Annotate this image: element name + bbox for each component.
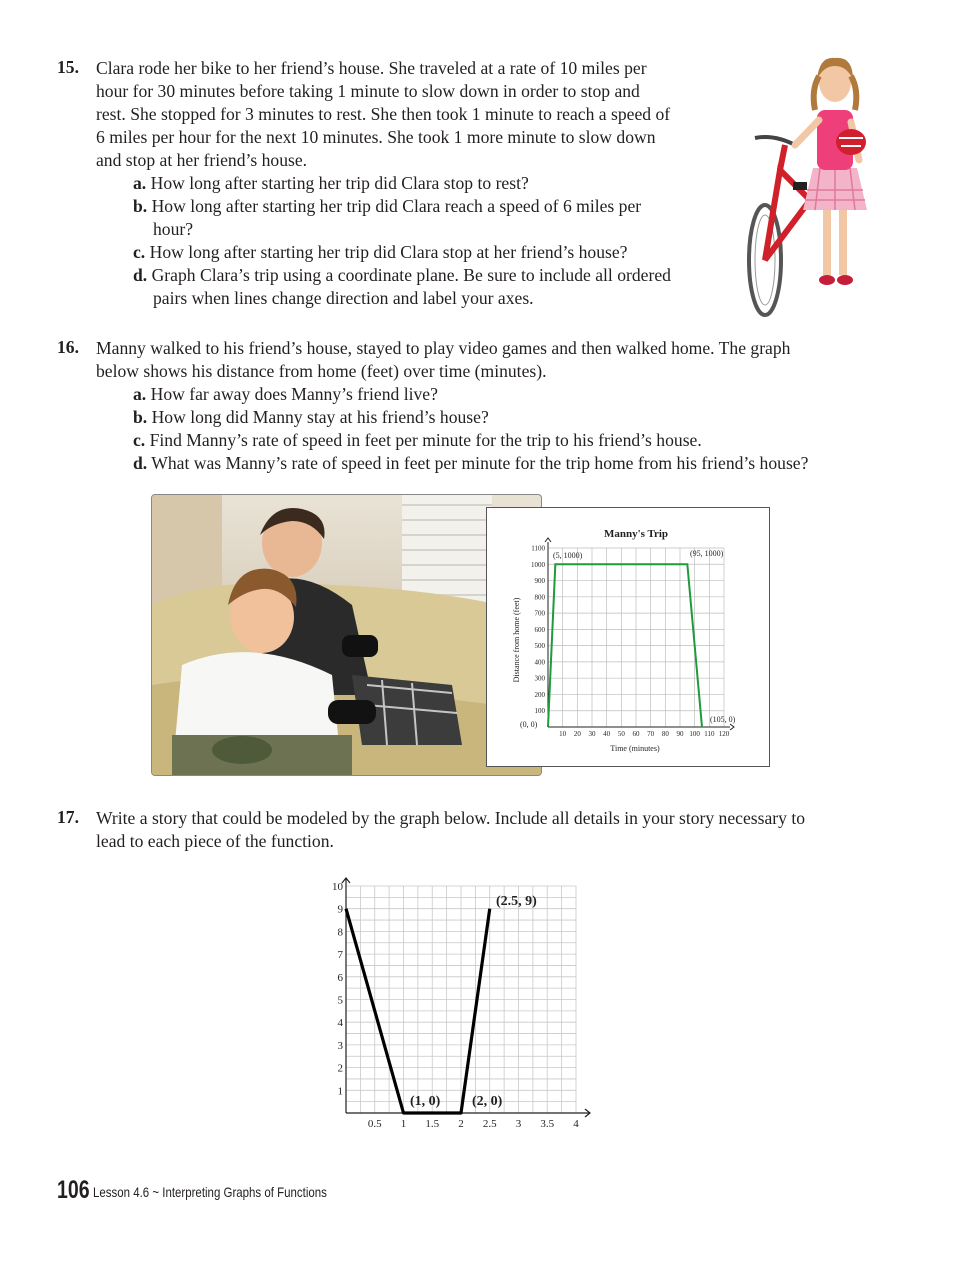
y-tick-label: 800 <box>534 593 545 602</box>
point-label-95-1000: (95, 1000) <box>690 549 724 558</box>
part-text: How far away does Manny’s friend live? <box>150 384 438 404</box>
chart-ylabel: Distance from home (feet) <box>512 597 521 683</box>
question-15-parts <box>133 172 671 310</box>
y-tick-label: 6 <box>337 971 343 984</box>
text-line: lead to each piece of the function. <box>96 831 334 851</box>
y-tick-label: 4 <box>337 1017 343 1030</box>
part-letter: d. <box>133 453 148 473</box>
y-tick-label: 300 <box>534 674 545 683</box>
y-tick-label: 5 <box>337 994 343 1007</box>
point-label-origin: (0, 0) <box>520 720 538 729</box>
question-number-15: 15. <box>57 57 79 77</box>
y-tick-label: 10 <box>332 881 343 893</box>
y-tick-label: 200 <box>534 690 545 699</box>
y-tick-label: 2 <box>337 1062 343 1075</box>
y-tick-label: 1 <box>337 1085 343 1098</box>
y-tick-label: 1000 <box>531 560 545 569</box>
question-15-text <box>96 57 670 172</box>
y-tick-label: 9 <box>337 903 343 916</box>
y-tick-label: 900 <box>534 577 545 586</box>
x-tick-label: 20 <box>573 730 581 738</box>
part-b <box>133 195 671 218</box>
part-a <box>133 172 671 195</box>
y-tick-label: 500 <box>534 642 545 651</box>
text-line: Manny walked to his friend’s house, stayed to play video games and then walked home. The graph <box>96 338 791 358</box>
part-a <box>133 383 808 406</box>
x-tick-label: 110 <box>704 730 715 738</box>
text-line: hour for 30 minutes before taking 1 minute to slow down in order to stop and <box>96 81 640 101</box>
page-number: 106 <box>57 1176 90 1204</box>
text-line: Write a story that could be modeled by the graph below. Include all details in your story necessary to <box>96 808 806 828</box>
y-tick-label: 8 <box>337 926 343 939</box>
part-b-cont: hour? <box>153 219 194 239</box>
part-text: Graph Clara’s trip using a coordinate plane. Be sure to include all ordered <box>151 265 671 285</box>
part-text: How long after starting her trip did Clara stop to rest? <box>150 173 529 193</box>
x-tick-label: 70 <box>647 730 655 738</box>
y-tick-label: 100 <box>534 707 545 716</box>
boys-gaming-photo <box>151 494 542 776</box>
chart-title: Manny's Trip <box>603 528 669 540</box>
x-tick-label: 4 <box>573 1118 579 1130</box>
manny-chart-frame <box>486 507 770 767</box>
part-letter: a. <box>133 384 147 404</box>
y-axis-arrow <box>545 538 551 542</box>
x-tick-label: 90 <box>676 730 684 738</box>
question-number-17: 17. <box>57 807 79 827</box>
x-tick-label: 100 <box>689 730 700 738</box>
text-line: and stop at her friend’s house. <box>96 150 308 170</box>
x-axis-arrow <box>730 724 734 730</box>
x-tick-label: 3.5 <box>540 1118 555 1130</box>
point-label-5-1000: (5, 1000) <box>553 551 583 560</box>
function-graph <box>320 872 600 1134</box>
part-c <box>133 241 671 264</box>
part-text: What was Manny’s rate of speed in feet per minute for the trip home from his friend’s house? <box>151 453 809 473</box>
part-letter: b. <box>133 407 148 427</box>
part-letter: c. <box>133 242 146 262</box>
x-tick-label: 30 <box>588 730 596 738</box>
part-text: Find Manny’s rate of speed in feet per minute for the trip to his friend’s house. <box>149 430 702 450</box>
part-letter: d. <box>133 265 148 285</box>
part-letter: b. <box>133 196 148 216</box>
point-label-105-0: (105, 0) <box>710 715 736 724</box>
x-tick-label: 120 <box>718 730 730 738</box>
part-c <box>133 429 808 452</box>
part-text: How long after starting her trip did Clara reach a speed of 6 miles per <box>151 196 642 216</box>
manny-trip-chart <box>487 508 769 766</box>
question-16-text <box>96 337 790 383</box>
x-tick-label: 3 <box>515 1118 522 1130</box>
part-text: How long did Manny stay at his friend’s house? <box>151 407 489 427</box>
point-label-1-0: (1, 0) <box>410 1094 441 1109</box>
x-tick-label: 1.5 <box>425 1118 440 1130</box>
x-tick-label: 1 <box>400 1118 407 1130</box>
y-tick-label: 400 <box>534 658 545 667</box>
x-tick-label: 80 <box>661 730 669 738</box>
x-tick-label: 10 <box>559 730 567 738</box>
question-17-text <box>96 807 805 853</box>
x-tick-label: 2 <box>458 1118 464 1130</box>
part-text: How long after starting her trip did Clara stop at her friend’s house? <box>149 242 628 262</box>
y-tick-label: 1100 <box>531 544 545 553</box>
part-d <box>133 452 808 475</box>
girl-with-bike-image <box>735 50 875 320</box>
x-tick-label: 50 <box>617 730 625 738</box>
y-tick-label: 3 <box>337 1039 343 1052</box>
part-d <box>133 264 671 287</box>
y-tick-label: 700 <box>534 609 545 618</box>
text-line: below shows his distance from home (feet) over time (minutes). <box>96 361 547 381</box>
part-letter: a. <box>133 173 147 193</box>
photo-scene <box>152 495 541 775</box>
text-line: 6 miles per hour for the next 10 minutes. She took 1 more minute to slow down <box>96 127 656 147</box>
x-tick-label: 2.5 <box>482 1118 497 1130</box>
point-label-2-0: (2, 0) <box>472 1094 503 1109</box>
question-16-parts <box>133 383 808 475</box>
question-number-16: 16. <box>57 337 79 357</box>
text-line: Clara rode her bike to her friend’s house. She traveled at a rate of 10 miles per <box>96 58 647 78</box>
part-b <box>133 406 808 429</box>
x-tick-label: 60 <box>632 730 640 738</box>
part-d-cont: pairs when lines change direction and label your axes. <box>153 288 534 308</box>
lesson-title: Lesson 4.6 ~ Interpreting Graphs of Functions <box>93 1184 327 1200</box>
point-label-2.5-9: (2.5, 9) <box>496 894 537 909</box>
y-tick-label: 600 <box>534 625 545 634</box>
x-tick-label: 40 <box>603 730 611 738</box>
x-tick-label: 0.5 <box>367 1118 382 1130</box>
chart-xlabel: Time (minutes) <box>610 744 660 753</box>
text-line: rest. She stopped for 3 minutes to rest. She then took 1 minute to reach a speed of <box>96 104 671 124</box>
part-letter: c. <box>133 430 146 450</box>
y-tick-label: 7 <box>337 949 343 962</box>
